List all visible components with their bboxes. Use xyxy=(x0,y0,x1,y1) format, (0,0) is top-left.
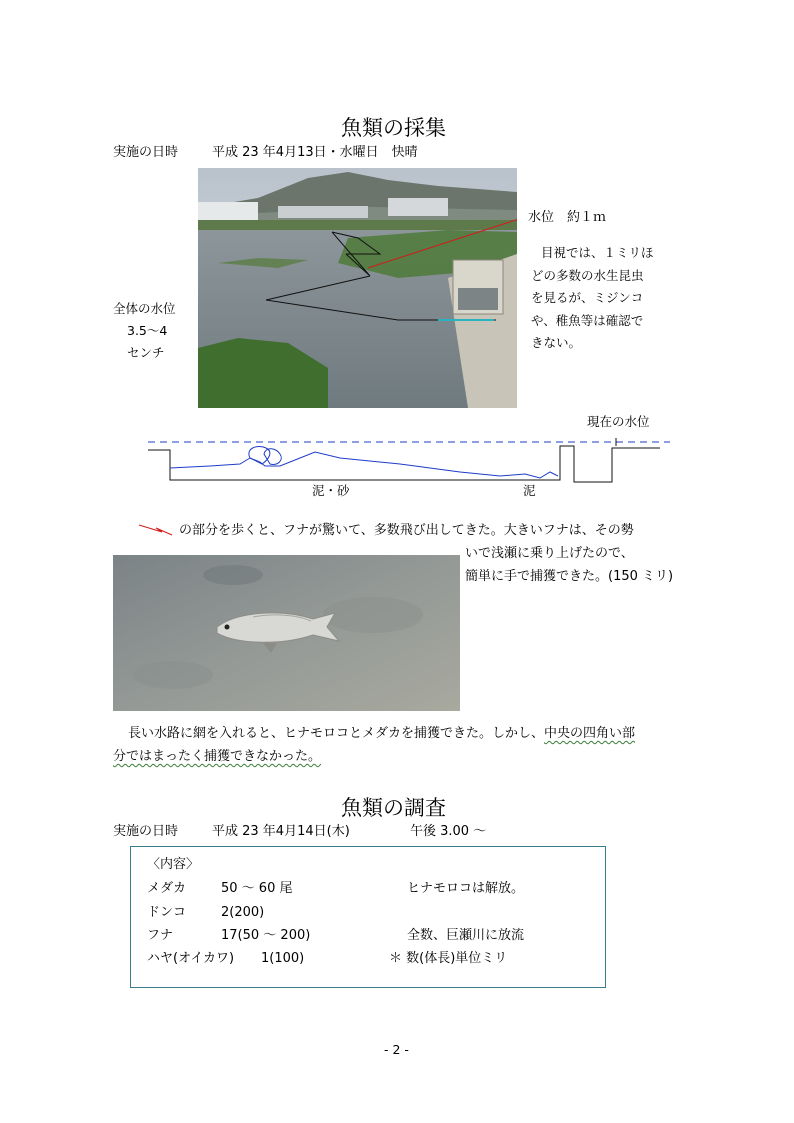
survey-row-name: ドンコ xyxy=(147,905,187,920)
survey-row-note: 全数、巨瀬川に放流 xyxy=(407,928,525,943)
survey-row-count: 50 ～ 60 尾 xyxy=(221,881,293,896)
side-note xyxy=(531,242,654,355)
mud-clump xyxy=(264,449,281,465)
date-value: 平成 23 年4月14日(木) xyxy=(212,824,350,839)
side-note-line: や、稚魚等は確認で xyxy=(531,312,644,328)
date-label: 実施の日時 xyxy=(113,145,179,160)
cross-section-svg xyxy=(140,430,680,490)
survey-row-note: ヒナモロコは解放。 xyxy=(407,881,525,896)
fish-photo-image xyxy=(113,555,460,711)
date-label: 実施の日時 xyxy=(113,824,179,839)
canal-photo xyxy=(198,168,517,408)
date-value: 平成 23 年4月13日・水曜日 快晴 xyxy=(212,145,418,160)
time-value: 午後 3.00 ～ xyxy=(410,824,487,839)
canal-photo-image xyxy=(198,168,517,408)
overall-level-line: 全体の水位 xyxy=(113,301,176,316)
paragraph2-line2 xyxy=(113,747,321,767)
paragraph2-text: 長い水路に網を入れると、ヒナモロコとメダカを捕獲できた。しかし、 xyxy=(128,726,545,741)
page-number: - 2 - xyxy=(384,1042,409,1057)
mud-sand-label: 泥・砂 xyxy=(312,483,350,498)
overall-level-label xyxy=(113,298,176,364)
paragraph2-highlight: 中央の四角い部 xyxy=(544,726,636,741)
survey-row-count: 2(200) xyxy=(221,905,265,920)
survey-box xyxy=(130,846,606,988)
survey-header: 〈内容〉 xyxy=(147,857,200,872)
overall-level-line: センチ xyxy=(127,345,165,360)
side-note-line: を見るが、ミジンコ xyxy=(531,290,644,305)
survey-row-note: ＊ 数(体長)単位ミリ xyxy=(389,951,508,966)
paragraph1-line1: の部分を歩くと、フナが驚いて、多数飛び出してきた。大きいフナは、その勢 xyxy=(179,523,634,538)
channel-profile xyxy=(148,446,660,482)
overall-level-line: 3.5～4 xyxy=(127,323,168,338)
mud-surface xyxy=(170,452,558,478)
mud-label: 泥 xyxy=(523,483,536,498)
survey-row-name: ハヤ(オイカワ) xyxy=(147,951,235,966)
side-note-line: どの多数の水生昆虫 xyxy=(531,267,644,283)
fish-photo xyxy=(113,555,460,711)
section-title-survey: 魚類の調査 xyxy=(341,796,446,820)
survey-row-name: フナ xyxy=(147,928,174,943)
survey-row-count: 1(100) xyxy=(261,951,305,966)
red-arrow-icon xyxy=(138,522,176,541)
survey-row-name: メダカ xyxy=(147,881,187,896)
paragraph2-line1 xyxy=(128,724,635,744)
paragraph1-line2: いで浅瀬に乗り上げたので、 xyxy=(465,546,634,561)
cross-section-diagram xyxy=(140,430,680,490)
side-note-line: 目視では、１ミリほ xyxy=(541,245,654,260)
current-level-label: 現在の水位 xyxy=(587,414,650,429)
paragraph2-highlight: 分ではまったく捕獲できなかった。 xyxy=(113,749,322,764)
section-title-collection: 魚類の採集 xyxy=(341,116,446,140)
side-note-line: きない。 xyxy=(531,335,582,350)
water-level-label: 水位 約１ｍ xyxy=(528,210,607,225)
survey-row-count: 17(50 ～ 200) xyxy=(221,928,311,943)
paragraph1-line3: 簡単に手で捕獲できた。(150 ミリ) xyxy=(465,569,674,584)
